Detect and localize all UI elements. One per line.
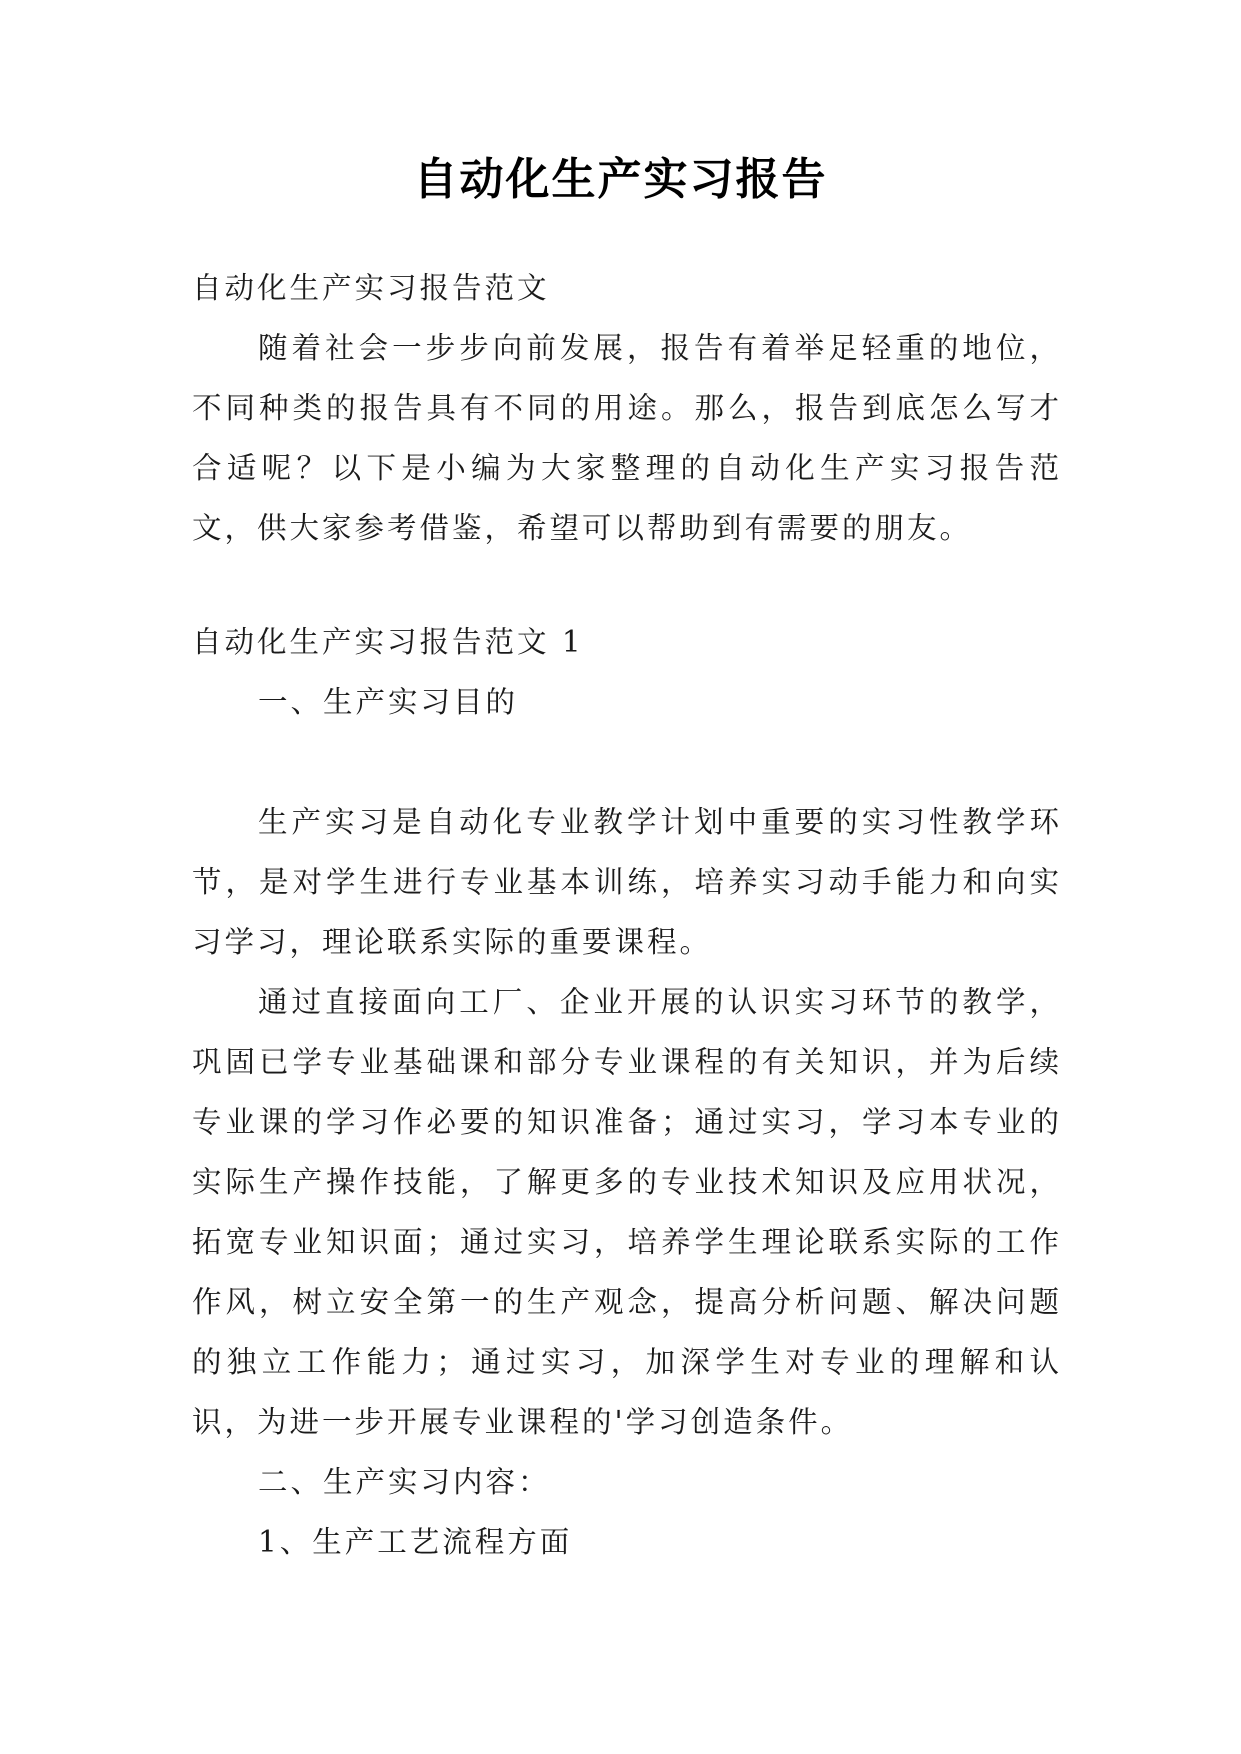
content-heading: 二、生产实习内容： xyxy=(258,1465,551,1499)
section-heading: 自动化生产实习报告范文 1 xyxy=(192,625,584,659)
purpose-heading: 一、生产实习目的 xyxy=(258,685,519,719)
document-title: 自动化生产实习报告 xyxy=(413,154,828,205)
content-list-item: 1、生产工艺流程方面 xyxy=(258,1525,573,1559)
document-body xyxy=(192,258,1062,1572)
purpose-paragraph: 通过直接面向工厂、企业开展的认识实习环节的教学，巩固已学专业基础课和部分专业课程的有关知识，并为后续专业课的学习作必要的知识准备；通过实习，学习本专业的实际生产操作技能，了解更多的专业技术知识及应用状况，拓宽专业知识面；通过实习，培养学生理论联系实际的工作作风，树立安全第一的生产观念，提高分析问题、解决问题的独立工作能力；通过实习，加深学生对专业的理解和认识，为进一步开展专业课程的'学习创造条件。 xyxy=(192,985,1062,1439)
intro-heading: 自动化生产实习报告范文 xyxy=(192,271,550,305)
intro-paragraph: 随着社会一步步向前发展，报告有着举足轻重的地位，不同种类的报告具有不同的用途。那么，报告到底怎么写才合适呢？以下是小编为大家整理的自动化生产实习报告范文，供大家参考借鉴，希望可以帮助到有需要的朋友。 xyxy=(192,331,1062,545)
purpose-paragraph: 生产实习是自动化专业教学计划中重要的实习性教学环节，是对学生进行专业基本训练，培养实习动手能力和向实习学习，理论联系实际的重要课程。 xyxy=(192,805,1062,959)
